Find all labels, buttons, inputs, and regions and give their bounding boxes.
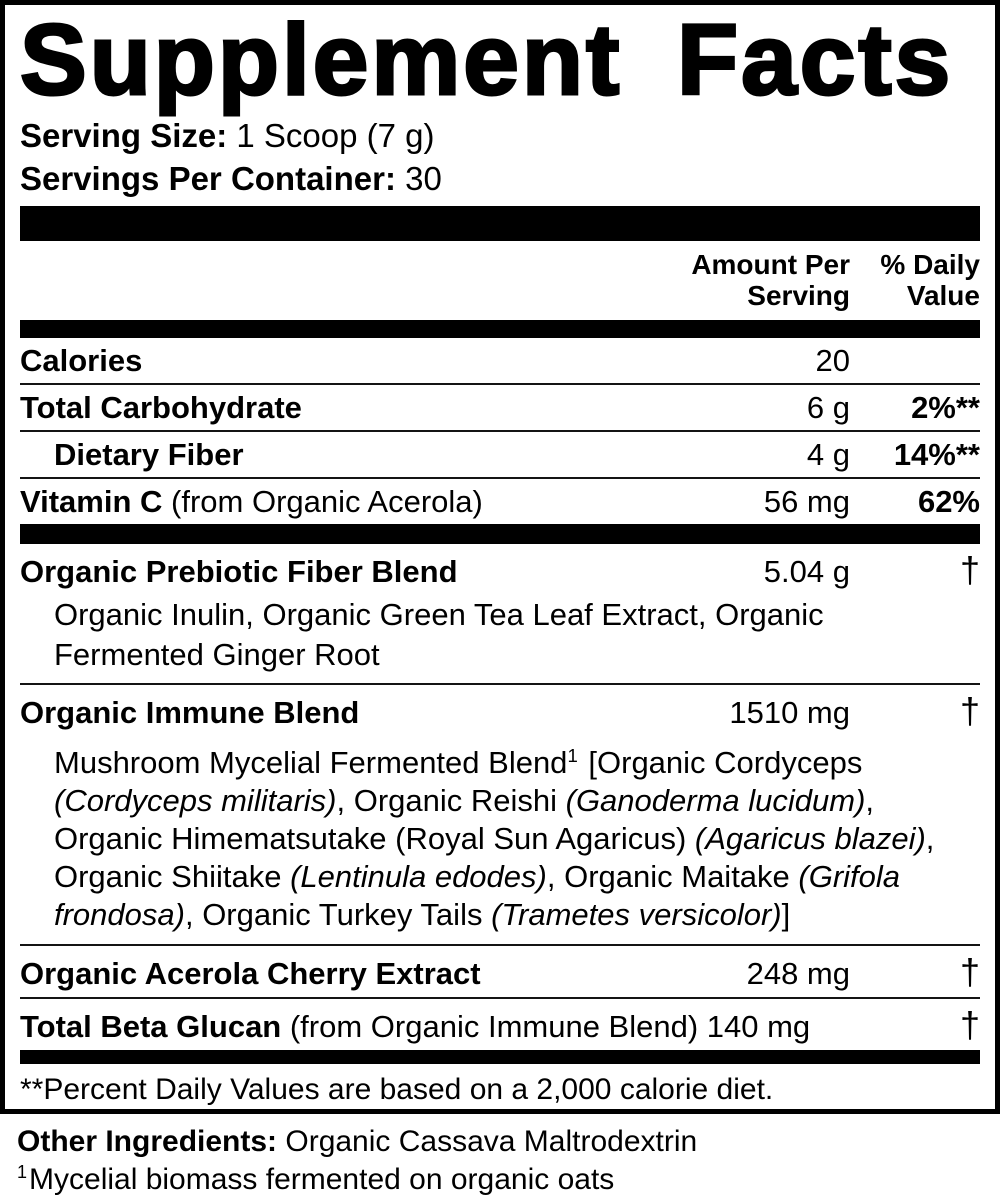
row-calories [20, 338, 980, 383]
footnotes [20, 1064, 980, 1114]
thick-divider-bar-blends [20, 524, 980, 544]
nutrient-amount: 4 g [806, 437, 850, 472]
row-immune-blend [20, 685, 980, 736]
nutrient-amount: 56 mg [763, 484, 850, 519]
blend-amount: 1510 mg [729, 695, 850, 730]
below-label-section [0, 1114, 1000, 1196]
row-acerola-extract [20, 946, 980, 997]
nutrient-name: Dietary Fiber [54, 437, 244, 472]
thick-divider-bar-top [20, 206, 980, 241]
nutrient-dv: 2%** [911, 390, 980, 425]
nutrient-name-suffix: (from Organic Immune Blend) 140 mg [281, 1009, 811, 1044]
mycelial-footnote-sup: 1 [17, 1162, 28, 1182]
nutrient-name: Organic Acerola Cherry Extract [20, 956, 481, 991]
percent-daily-value-header: % Daily Value [880, 249, 980, 311]
servings-per-container-value: 30 [395, 160, 442, 197]
other-ingredients-line [17, 1123, 1000, 1161]
panel-title: Supplement Facts [20, 4, 954, 116]
thick-divider-bar-header [20, 320, 980, 338]
nutrient-name: Total Carbohydrate [20, 390, 302, 425]
servings-per-container-line [20, 157, 980, 200]
serving-size-line [20, 114, 980, 157]
dagger-symbol: † [959, 1004, 980, 1045]
immune-blend-description: Mushroom Mycelial Fermented Blend$^1$ [Organic Cordyceps (Cordyceps militaris), Organic Reishi (Ganoderma lucidum), Organic Himematsutake (Royal Sun Agaricus) (Agaricus blazei), Organic Shiitake (Lentinula edodes), Organic Maitake (Grifola frondosa), Organic Turkey Tails (Trametes versicolor)] [54, 744, 935, 932]
nutrient-name-suffix: (from Organic Acerola) [162, 484, 483, 519]
blend-amount: 5.04 g [763, 554, 850, 589]
blend-name: Organic Prebiotic Fiber Blend [20, 554, 458, 589]
nutrient-dv: 62% [917, 484, 980, 519]
other-ingredients-label: Other Ingredients: [17, 1125, 278, 1158]
percent-dv-footnote: **Percent Daily Values are based on a 2,000 calorie diet. [20, 1073, 774, 1106]
dagger-symbol: † [959, 549, 980, 590]
row-prebiotic-blend [20, 544, 980, 595]
nutrient-amount: 6 g [806, 390, 850, 425]
serving-size-value: 1 Scoop (7 g) [227, 117, 435, 154]
other-ingredients-value: Organic Cassava Maltrodextrin [277, 1125, 698, 1158]
prebiotic-blend-ingredients: Organic Inulin, Organic Green Tea Leaf Extract, Organic Fermented Ginger Root [54, 597, 824, 672]
nutrient-name: Calories [20, 343, 143, 378]
nutrient-amount: 20 [815, 343, 850, 378]
thick-divider-bar-footnotes [20, 1050, 980, 1064]
nutrient-name: Vitamin C (from Organic Acerola) [20, 484, 483, 519]
row-beta-glucan [20, 999, 980, 1050]
row-total-carbohydrate [20, 385, 980, 430]
blend-name: Organic Immune Blend [20, 695, 360, 730]
nutrient-dv: 14%** [893, 437, 980, 472]
column-headers [20, 241, 980, 316]
mycelial-footnote-text: Mycelial biomass fermented on organic oats [29, 1163, 615, 1196]
row-vitamin-c [20, 479, 980, 524]
nutrient-name: Total Beta Glucan (from Organic Immune Blend) 140 mg [20, 1009, 811, 1044]
dagger-symbol: † [959, 951, 980, 992]
serving-size-label: Serving Size: [20, 117, 228, 154]
nutrient-amount: 248 mg [746, 956, 850, 991]
row-dietary-fiber [20, 432, 980, 477]
mycelial-footnote-line [17, 1161, 1000, 1196]
dagger-symbol: † [959, 690, 980, 731]
amount-per-serving-header: Amount Per Serving [691, 249, 850, 311]
servings-per-container-label: Servings Per Container: [20, 160, 396, 197]
